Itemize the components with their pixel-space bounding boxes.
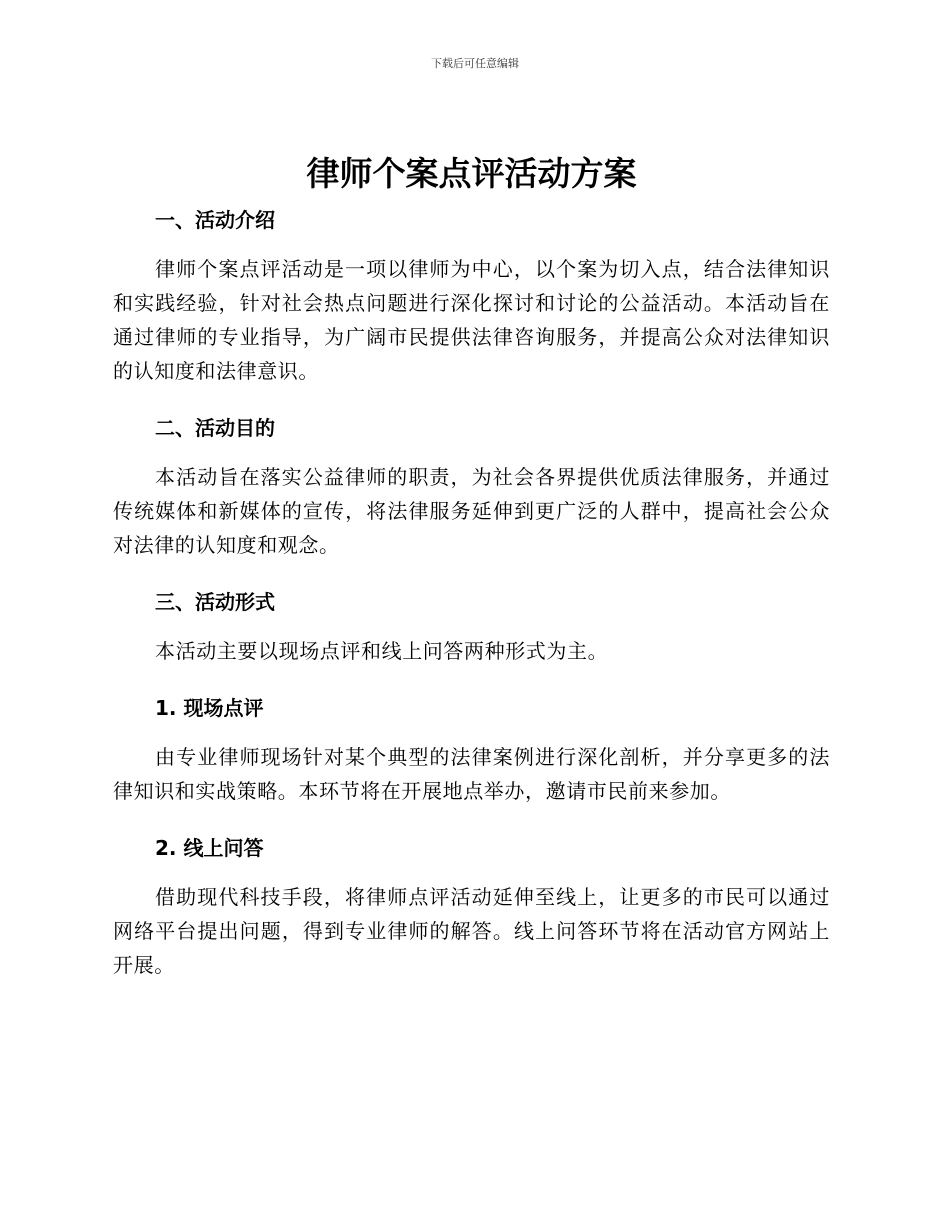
section-heading-onsite-review: 1. 现场点评 xyxy=(155,696,264,720)
section-paragraph-purpose: 本活动旨在落实公益律师的职责，为社会各界提供优质法律服务，并通过传统媒体和新媒体的宣传，将法律服务延伸到更广泛的人群中，提高社会公众对法律的认知度和观念。 xyxy=(113,465,830,557)
header-note: 下载后可任意编辑 xyxy=(431,57,519,70)
section-heading-intro: 一、活动介绍 xyxy=(155,208,275,232)
section-paragraph-onsite-review: 由专业律师现场针对某个典型的法律案例进行深化剖析，并分享更多的法律知识和实战策略。本环节将在开展地点举办，邀请市民前来参加。 xyxy=(113,745,830,803)
section-paragraph-format: 本活动主要以现场点评和线上问答两种形式为主。 xyxy=(155,639,609,663)
document-title: 律师个案点评活动方案 xyxy=(306,154,637,193)
section-heading-online-qa: 2. 线上问答 xyxy=(155,836,264,860)
section-paragraph-online-qa: 借助现代科技手段，将律师点评活动延伸至线上，让更多的市民可以通过网络平台提出问题，得到专业律师的解答。线上问答环节将在活动官方网站上开展。 xyxy=(113,885,830,977)
section-paragraph-intro: 律师个案点评活动是一项以律师为中心，以个案为切入点，结合法律知识和实践经验，针对社会热点问题进行深化探讨和讨论的公益活动。本活动旨在通过律师的专业指导，为广阔市民提供法律咨询服务，并提高公众对法律知识的认知度和法律意识。 xyxy=(113,257,830,383)
section-heading-format: 三、活动形式 xyxy=(155,590,275,614)
document-body xyxy=(113,150,830,982)
section-heading-purpose: 二、活动目的 xyxy=(155,416,275,440)
